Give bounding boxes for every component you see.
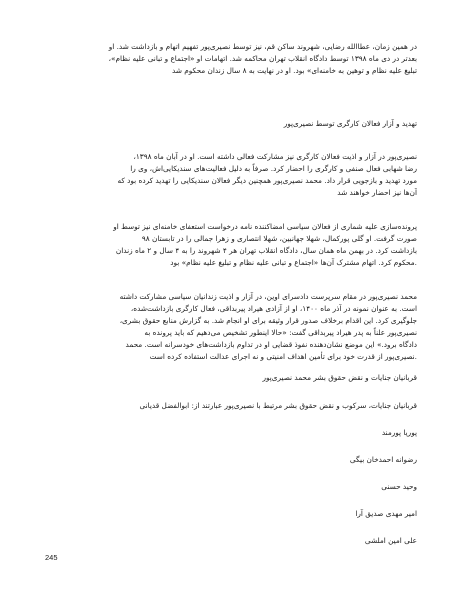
paragraph-line: است. به عنوان نمونه در آذر ماه ۱۴۰۰، او از آزادی هیراد پیربداقی، فعال کارگری بازداشت‌شده، [130,304,417,314]
paragraph-line: بازداشت کرد. در بهمن ماه همان سال، دادگاه انقلاب تهران هر ۴ شهروند را به ۴ سال و ۲ ماه زندان [115,246,417,256]
section-heading-labor-activists: تهدید و آزار فعالان کارگری توسط نصیری‌پور [283,119,417,128]
paragraph-line: دادگاه برود.» این موضع نشان‌دهنده نفوذ قضایی او در تداوم بازداشت‌های خودسرانه است. محمد [125,340,417,350]
paragraph-line: محمد نصیری‌پور در مقام سرپرست دادسرای اوین، در آزار و اذیت زندانیان سیاسی مشارکت داشته [119,292,417,301]
paragraph-line: نصیری‌پور در آزار و اذیت فعالان کارگری نیز مشارکت فعالی داشته است. او در آبان ماه ۱۳۹۸، [133,152,417,161]
paragraph-line: جلوگیری کرد. این اقدام برخلاف صدور قرار وثیقه برای او انجام شد. به گزارش منابع حقوق بشری، [119,316,417,326]
paragraph-line: رضا شهابی فعال صنفی و کارگری را احضار کرد. صرفاً به دلیل فعالیت‌های سندیکایی‌اش، وی را [130,164,417,174]
paragraph-2 [45,151,417,199]
paragraph-3 [45,221,417,269]
victim-name: پوریا پورمند [381,428,417,437]
victim-name: علی امین املشی [364,536,417,545]
victim-name: رضوانه احمدخان بیگی [349,455,417,464]
paragraph-line: در همین زمان، عطاالله رضایی، شهروند ساکن قم، نیز توسط نصیری‌پور تفهیم اتهام و بازداشت شد. او [108,42,417,51]
paragraph-line: .نصیری‌پور از قدرت خود برای تأمین اهداف امنیتی و نه اجرای عدالت استفاده کرده است [149,352,417,362]
page-number: 245 [45,553,58,562]
paragraph-4 [45,291,417,364]
paragraph-line: نصیری‌پور علناً به پدر هیراد پیربداقی گفت: «حالا اینطور تشخیص می‌دهیم که باید پرونده به [144,328,417,338]
victim-name: امیر مهدی صدیق آرا [355,509,417,518]
paragraph-line: صورت گرفت. او گلی پورکمال، شهلا جهانبین، شهلا انتصاری و زهرا جمالی را در تابستان ۹۸ [141,234,417,244]
victim-name: وحید حسنی [381,482,417,491]
paragraph-line: پرونده‌سازی علیه شماری از فعالان سیاسی امضاکننده نامه درخواست استعفای خامنه‌ای نیز توسط او [113,222,417,231]
paragraph-line: آن‌ها نیز احضار خواهند شد [337,188,417,198]
paragraph-line: مورد تهدید و بازجویی قرار داد. محمد نصیری‌پور همچنین دیگر فعالان سندیکایی را تهدید کرده بود که [117,176,417,186]
paragraph-line: بعدتر در دی ماه ۱۳۹۸ توسط دادگاه انقلاب تهران محاکمه شد. اتهامات او «اجتماع و تبانی علیه نظام»، [108,54,417,64]
section-heading-victims: قربانیان جنایات و نقض حقوق بشر محمد نصیری‌پور [262,373,417,382]
paragraph-1 [45,41,417,77]
paragraph-line: .محکوم کرد. اتهام مشترک آن‌ها «اجتماع و تبانی علیه نظام و تبلیغ علیه نظام» بود [170,258,417,268]
paragraph-line: تبلیغ علیه نظام و توهین به خامنه‌ای» بود. او در نهایت به ۸ سال زندان محکوم شد [172,66,417,76]
victims-intro: قربانیان جنایات، سرکوب و نقض حقوق بشر مرتبط با نصیری‌پور عبارتند از: ابوالفضل قدیانی [139,401,417,410]
